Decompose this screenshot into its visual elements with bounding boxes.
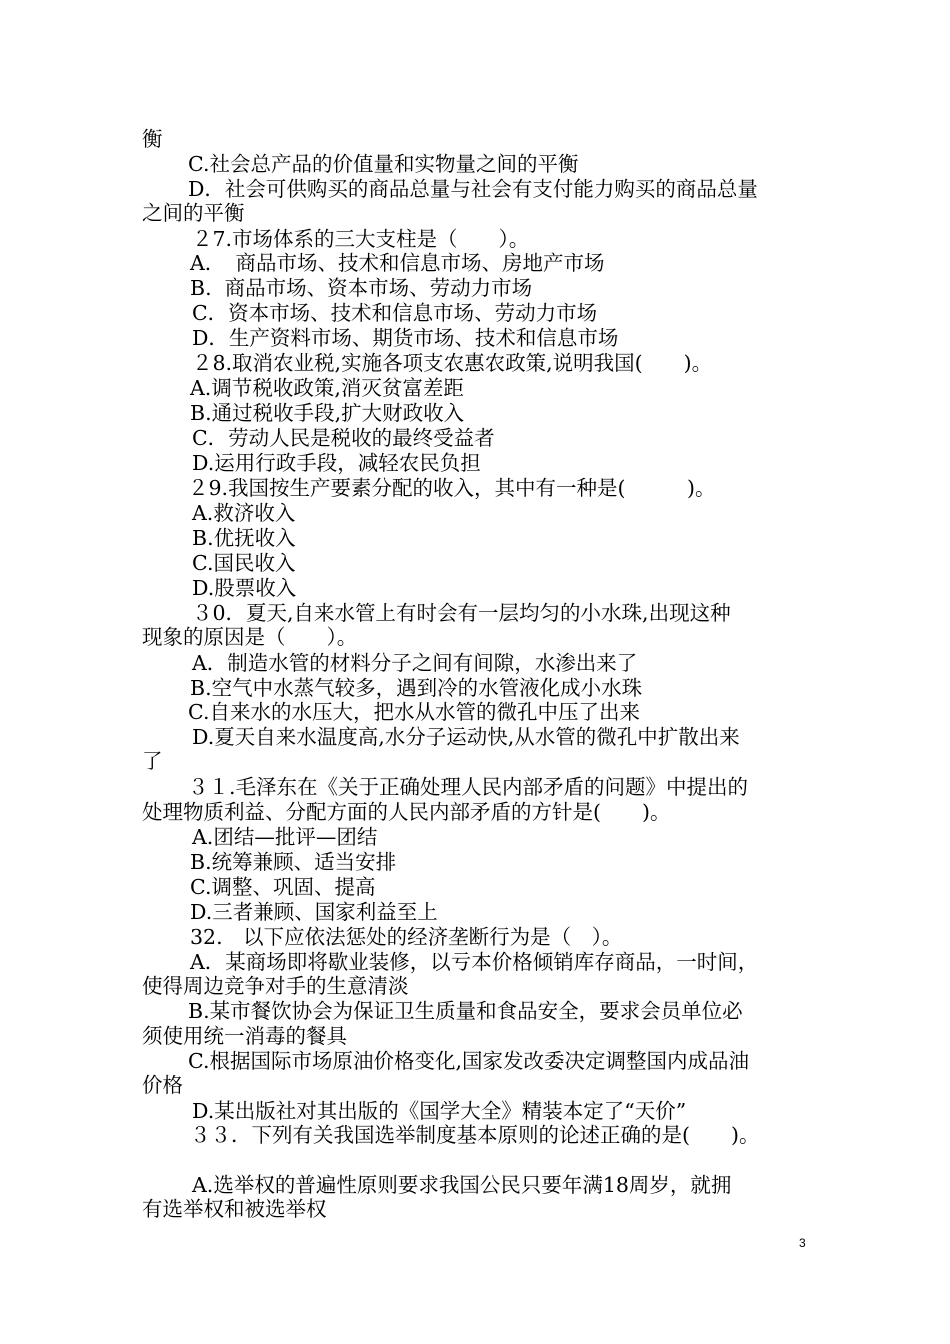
text-line: A.调节税收政策,消灭贫富差距: [190, 376, 464, 400]
text-line: A.救济收入: [192, 501, 296, 525]
text-line: B. 商品市场、资本市场、劳动力市场: [190, 276, 533, 300]
text-line: D．生产资料市场、期货市场、技术和信息市场: [192, 326, 619, 350]
text-line: 价格: [142, 1073, 183, 1097]
text-line: D.股票收入: [192, 576, 297, 600]
text-line: C．劳动人民是税收的最终受益者: [192, 426, 495, 450]
text-line: 32. 以下应依法惩处的经济垄断行为是（ ）。: [190, 925, 623, 949]
text-line: 之间的平衡: [142, 201, 245, 225]
text-line: ２9.我国按生产要素分配的收入，其中有一种是( )。: [188, 476, 716, 500]
text-line: A.选举权的普遍性原则要求我国公民只要年满18周岁，就拥: [192, 1173, 732, 1197]
text-line: C.调整、巩固、提高: [190, 875, 376, 899]
text-line: 有选举权和被选举权: [142, 1197, 327, 1221]
text-line: 使得周边竞争对手的生意清淡: [142, 974, 409, 998]
text-line: ３３．下列有关我国选举制度基本原则的论述正确的是( )。: [190, 1123, 760, 1147]
text-line: A．制造水管的材料分子之间有间隙，水渗出来了: [192, 651, 638, 675]
text-line: ２8.取消农业税,实施各项支农惠农政策,说明我国( )。: [192, 351, 713, 375]
text-line: B.通过税收手段,扩大财政收入: [190, 401, 465, 425]
text-line: C.根据国际市场原油价格变化,国家发改委决定调整国内成品油: [188, 1049, 749, 1073]
text-line: 衡: [142, 127, 163, 151]
text-line: 须使用统一消毒的餐具: [142, 1024, 347, 1048]
text-line: C.自来水的水压大，把水从水管的微孔中压了出来: [188, 700, 640, 724]
text-line: D.三者兼顾、国家利益至上: [190, 900, 438, 924]
text-line: C．资本市场、技术和信息市场、劳动力市场: [192, 301, 598, 325]
text-line: A．某商场即将歇业装修，以亏本价格倾销库存商品，一时间，: [190, 950, 759, 974]
text-line: C.国民收入: [192, 551, 296, 575]
text-line: B.某市餐饮协会为保证卫生质量和食品安全，要求会员单位必: [188, 999, 743, 1023]
text-line: C.社会总产品的价值量和实物量之间的平衡: [188, 152, 579, 176]
text-line: ２7.市场体系的三大支柱是（ ）。: [192, 227, 530, 251]
text-line: B.统筹兼顾、适当安排: [190, 850, 397, 874]
text-line: 处理物质利益、分配方面的人民内部矛盾的方针是( )。: [142, 800, 671, 824]
text-line: A.团结—批评—团结: [192, 825, 378, 849]
text-line: ３１.毛泽东在《关于正确处理人民内部矛盾的问题》中提出的: [188, 775, 749, 799]
text-line: 现象的原因是（ ）。: [142, 625, 358, 649]
text-line: B.空气中水蒸气较多，遇到冷的水管液化成小水珠: [190, 676, 643, 700]
text-line: D.夏天自来水温度高,水分子运动快,从水管的微孔中扩散出来: [192, 725, 740, 749]
text-line: 了: [142, 749, 163, 773]
text-line: D.运用行政手段，减轻农民负担: [192, 451, 481, 475]
text-line: B.优抚收入: [192, 526, 296, 550]
page-number: 3: [799, 1236, 806, 1250]
text-line: D.某出版社对其出版的《国学大全》精装本定了“天价”: [192, 1099, 687, 1123]
text-line: ３0．夏天,自来水管上有时会有一层均匀的小水珠,出现这种: [192, 601, 731, 625]
text-line: A． 商品市场、技术和信息市场、房地产市场: [190, 251, 605, 275]
text-line: D．社会可供购买的商品总量与社会有支付能力购买的商品总量: [188, 177, 758, 201]
